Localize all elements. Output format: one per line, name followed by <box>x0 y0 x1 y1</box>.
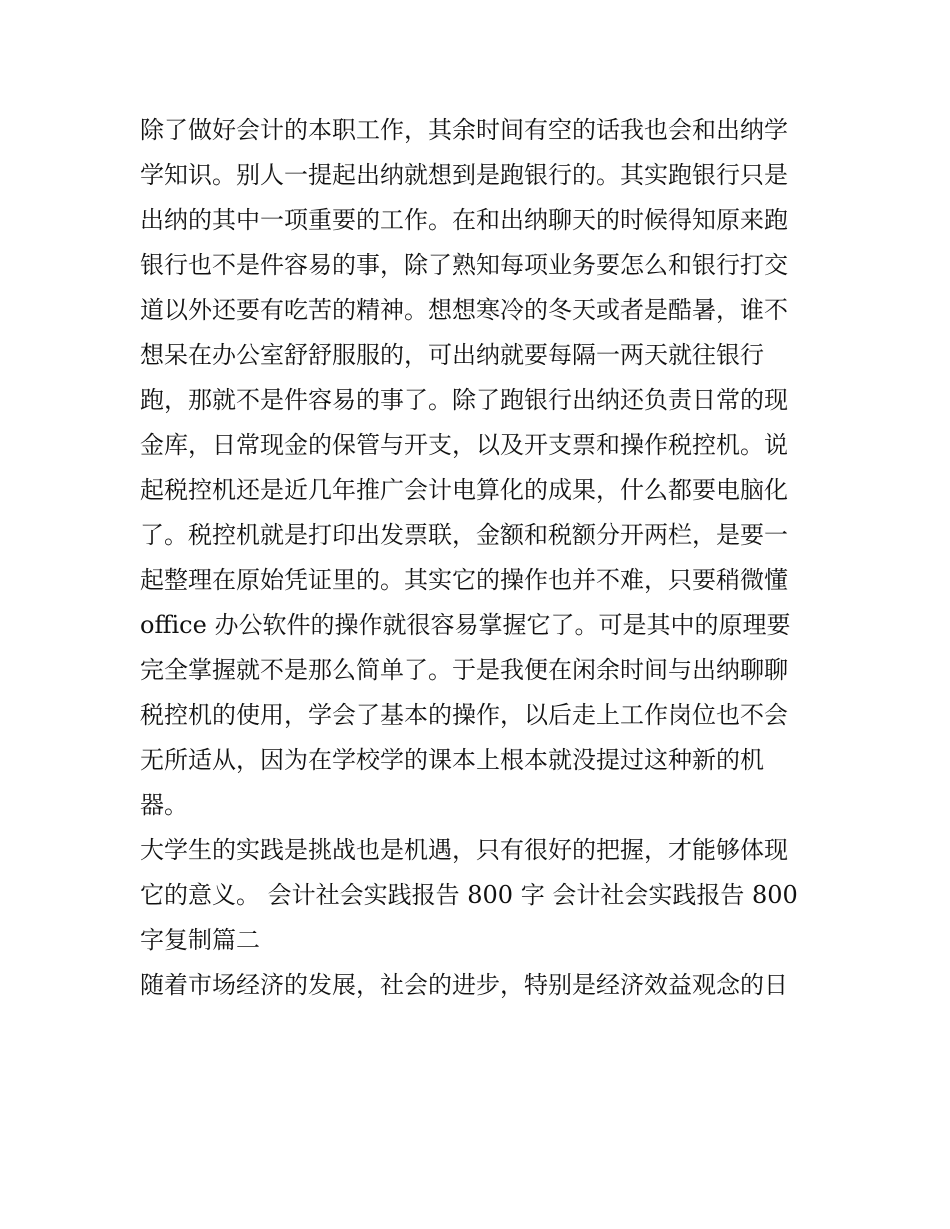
text-line: 银行也不是件容易的事，除了熟知每项业务要怎么和银行打交 <box>140 251 788 279</box>
text-line: 跑，那就不是件容易的事了。除了跑银行出纳还负责日常的现 <box>140 386 788 414</box>
text-line: 想呆在办公室舒舒服服的，可出纳就要每隔一两天就往银行 <box>140 341 764 369</box>
text-line: office 办公软件的操作就很容易掌握它了。可是其中的原理要 <box>140 611 791 639</box>
text-line: 了。税控机就是打印出发票联，金额和税额分开两栏，是要一 <box>140 521 788 549</box>
text-line: 器。 <box>140 791 188 819</box>
text-line: 道以外还要有吃苦的精神。想想寒冷的冬天或者是酷暑，谁不 <box>140 296 788 324</box>
text-line: 随着市场经济的发展，社会的进步，特别是经济效益观念的日 <box>140 971 788 999</box>
text-line: 无所适从，因为在学校学的课本上根本就没提过这种新的机 <box>140 746 764 774</box>
text-line: 除了做好会计的本职工作，其余时间有空的话我也会和出纳学 <box>140 116 788 144</box>
text-line: 起整理在原始凭证里的。其实它的操作也并不难，只要稍微懂 <box>140 566 788 594</box>
text-line: 完全掌握就不是那么简单了。于是我便在闲余时间与出纳聊聊 <box>140 656 788 684</box>
body-text <box>140 108 820 1008</box>
text-line: 出纳的其中一项重要的工作。在和出纳聊天的时候得知原来跑 <box>140 206 788 234</box>
text-line: 金库，日常现金的保管与开支，以及开支票和操作税控机。说 <box>140 431 788 459</box>
text-line: 大学生的实践是挑战也是机遇，只有很好的把握，才能够体现 <box>140 836 788 864</box>
text-line: 它的意义。 会计社会实践报告 800 字 会计社会实践报告 800 <box>140 881 798 909</box>
text-line: 字复制篇二 <box>140 926 260 954</box>
text-line: 税控机的使用，学会了基本的操作，以后走上工作岗位也不会 <box>140 701 788 729</box>
text-line: 学知识。别人一提起出纳就想到是跑银行的。其实跑银行只是 <box>140 161 788 189</box>
text-line: 起税控机还是近几年推广会计电算化的成果，什么都要电脑化 <box>140 476 788 504</box>
